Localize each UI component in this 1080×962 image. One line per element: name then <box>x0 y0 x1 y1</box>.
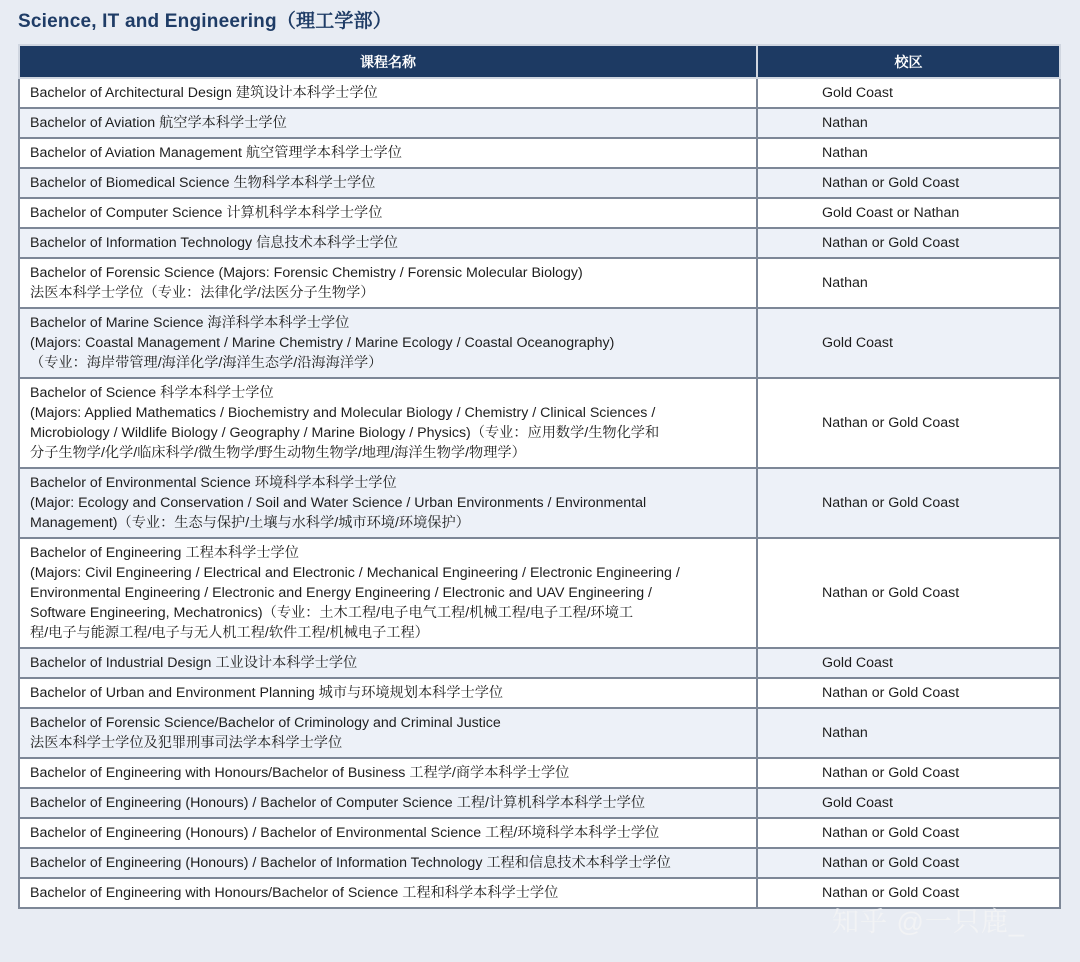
campus-cell: Nathan or Gold Coast <box>757 468 1060 538</box>
course-name-line: 法医本科学士学位及犯罪刑事司法学本科学士学位 <box>30 735 343 751</box>
course-name-line: Bachelor of Biomedical Science 生物科学本科学士学位 <box>30 175 376 191</box>
course-name-line: 分子生物学/化学/临床科学/微生物学/野生动物生物学/地理/海洋生物学/物理学） <box>30 445 526 461</box>
course-name-cell <box>19 228 757 258</box>
course-name-cell <box>19 708 757 758</box>
course-name-cell <box>19 818 757 848</box>
table-row <box>19 308 1060 378</box>
course-name-line: (Majors: Applied Mathematics / Biochemistry and Molecular Biology / Chemistry / Clinical Sciences / <box>30 405 656 421</box>
course-name-cell <box>19 758 757 788</box>
course-name-line: （专业：海岸带管理/海洋化学/海洋生态学/沿海海洋学） <box>30 355 383 371</box>
course-name-line: (Majors: Civil Engineering / Electrical and Electronic / Mechanical Engineering / Electronic Engineering / <box>30 565 680 581</box>
course-name-cell <box>19 788 757 818</box>
table-row <box>19 678 1060 708</box>
course-name-cell <box>19 878 757 908</box>
campus-cell: Nathan or Gold Coast <box>757 878 1060 908</box>
campus-cell: Nathan or Gold Coast <box>757 848 1060 878</box>
section-title: Science, IT and Engineering（理工学部） <box>18 11 392 32</box>
campus-cell: Nathan <box>757 708 1060 758</box>
course-name-line: (Majors: Coastal Management / Marine Chemistry / Marine Ecology / Coastal Oceanography) <box>30 335 615 351</box>
course-name-cell <box>19 258 757 308</box>
table-row <box>19 378 1060 468</box>
course-name-cell <box>19 538 757 648</box>
course-name-cell <box>19 168 757 198</box>
course-name-line: Bachelor of Architectural Design 建筑设计本科学士学位 <box>30 85 378 101</box>
course-name-cell <box>19 138 757 168</box>
course-name-line: Bachelor of Urban and Environment Planning 城市与环境规划本科学士学位 <box>30 685 504 701</box>
course-name-cell <box>19 198 757 228</box>
table-row <box>19 758 1060 788</box>
table-row <box>19 468 1060 538</box>
table-row <box>19 78 1060 108</box>
table-row <box>19 788 1060 818</box>
table-row <box>19 708 1060 758</box>
header-campus: 校区 <box>757 45 1060 78</box>
course-name-line: Management)（专业：生态与保护/土壤与水科学/城市环境/环境保护） <box>30 515 470 531</box>
course-name-line: Bachelor of Engineering with Honours/Bachelor of Business 工程学/商学本科学士学位 <box>30 765 570 781</box>
campus-cell: Gold Coast <box>757 78 1060 108</box>
course-name-line: (Major: Ecology and Conservation / Soil and Water Science / Urban Environments / Environmental <box>30 495 647 511</box>
table-header-row <box>19 45 1060 78</box>
table-row <box>19 848 1060 878</box>
campus-cell: Nathan <box>757 258 1060 308</box>
course-name-cell <box>19 678 757 708</box>
campus-cell: Nathan <box>757 138 1060 168</box>
table-row <box>19 648 1060 678</box>
course-name-line: Bachelor of Forensic Science/Bachelor of Criminology and Criminal Justice <box>30 715 501 731</box>
course-name-cell <box>19 378 757 468</box>
campus-cell: Gold Coast <box>757 308 1060 378</box>
course-name-line: Bachelor of Engineering (Honours) / Bachelor of Environmental Science 工程/环境科学本科学士学位 <box>30 825 660 841</box>
course-name-line: Bachelor of Environmental Science 环境科学本科学士学位 <box>30 475 397 491</box>
course-name-cell <box>19 468 757 538</box>
course-name-line: Microbiology / Wildlife Biology / Geography / Marine Biology / Physics)（专业：应用数学/生物化学和 <box>30 425 660 441</box>
campus-cell: Nathan or Gold Coast <box>757 168 1060 198</box>
course-name-line: Bachelor of Industrial Design 工业设计本科学士学位 <box>30 655 358 671</box>
course-name-line: Bachelor of Computer Science 计算机科学本科学士学位 <box>30 205 383 221</box>
course-name-line: 法医本科学士学位（专业：法律化学/法医分子生物学） <box>30 285 375 301</box>
table-row <box>19 538 1060 648</box>
course-name-line: Bachelor of Marine Science 海洋科学本科学士学位 <box>30 315 350 331</box>
course-name-line: Bachelor of Engineering (Honours) / Bachelor of Computer Science 工程/计算机科学本科学士学位 <box>30 795 646 811</box>
campus-cell: Nathan or Gold Coast <box>757 678 1060 708</box>
table-row <box>19 818 1060 848</box>
table-row <box>19 258 1060 308</box>
course-table <box>18 44 1061 909</box>
course-name-line: Bachelor of Engineering (Honours) / Bachelor of Information Technology 工程和信息技术本科学士学位 <box>30 855 671 871</box>
table-row <box>19 168 1060 198</box>
course-name-line: Bachelor of Science 科学本科学士学位 <box>30 385 274 401</box>
campus-cell: Gold Coast <box>757 788 1060 818</box>
course-name-line: Bachelor of Information Technology 信息技术本科学士学位 <box>30 235 398 251</box>
campus-cell: Nathan <box>757 108 1060 138</box>
table-row <box>19 138 1060 168</box>
course-name-line: Bachelor of Engineering with Honours/Bachelor of Science 工程和科学本科学士学位 <box>30 885 559 901</box>
campus-cell: Gold Coast <box>757 648 1060 678</box>
table-row <box>19 198 1060 228</box>
campus-cell: Nathan or Gold Coast <box>757 228 1060 258</box>
campus-cell: Nathan or Gold Coast <box>757 378 1060 468</box>
course-name-cell <box>19 308 757 378</box>
table-row <box>19 108 1060 138</box>
table-row <box>19 228 1060 258</box>
course-name-line: Bachelor of Engineering 工程本科学士学位 <box>30 545 299 561</box>
course-name-line: Bachelor of Forensic Science (Majors: Forensic Chemistry / Forensic Molecular Biology) <box>30 265 583 281</box>
campus-cell: Nathan or Gold Coast <box>757 538 1060 648</box>
watermark: 知乎 @一只鹿_ <box>832 907 1025 937</box>
course-name-line: 程/电子与能源工程/电子与无人机工程/软件工程/机械电子工程） <box>30 625 429 641</box>
course-name-cell <box>19 648 757 678</box>
course-name-line: Bachelor of Aviation 航空学本科学士学位 <box>30 115 287 131</box>
campus-cell: Gold Coast or Nathan <box>757 198 1060 228</box>
course-name-cell <box>19 108 757 138</box>
header-course-name: 课程名称 <box>19 45 757 78</box>
campus-cell: Nathan or Gold Coast <box>757 758 1060 788</box>
course-name-cell <box>19 848 757 878</box>
course-name-cell <box>19 78 757 108</box>
table-body <box>19 78 1060 908</box>
campus-cell: Nathan or Gold Coast <box>757 818 1060 848</box>
course-name-line: Bachelor of Aviation Management 航空管理学本科学士学位 <box>30 145 402 161</box>
course-name-line: Software Engineering, Mechatronics)（专业：土木工程/电子电气工程/机械工程/电子工程/环境工 <box>30 605 634 621</box>
course-name-line: Environmental Engineering / Electronic and Energy Engineering / Electronic and UAV Engineering / <box>30 585 652 601</box>
